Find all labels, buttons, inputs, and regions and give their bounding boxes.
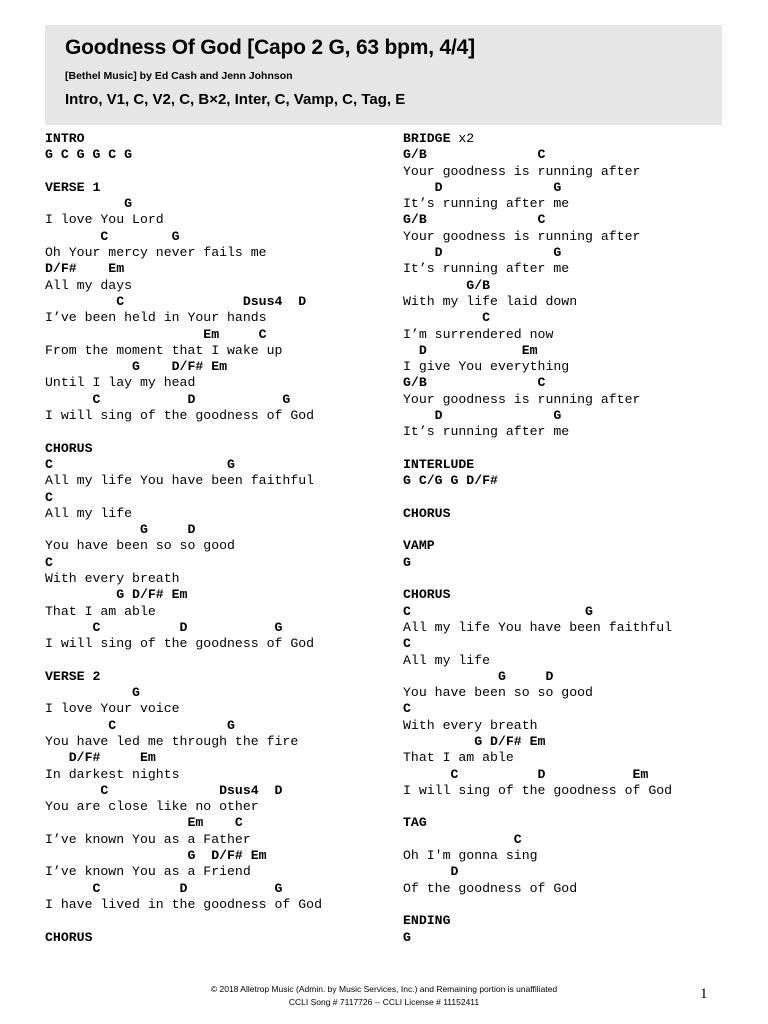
section-heading-text: CHORUS — [403, 587, 451, 603]
lyric-line-text: I love You Lord — [45, 212, 164, 228]
chord-line-text: G/B C — [403, 375, 546, 391]
lyric-line — [403, 881, 672, 897]
lyric-line-text: I will sing of the goodness of God — [45, 636, 315, 652]
chord-line — [403, 636, 672, 652]
lyric-line — [45, 734, 322, 750]
lyric-line-text: I’ve known You as a Friend — [45, 864, 251, 880]
chord-line-text: C — [403, 831, 522, 847]
chord-line-text: Em C — [45, 326, 267, 342]
lyric-line — [45, 506, 322, 522]
chord-line — [45, 294, 322, 310]
chord-line — [45, 848, 322, 864]
lyric-line — [403, 392, 672, 408]
lyric-line-text: Oh I'm gonna sing — [403, 848, 538, 864]
chord-line-text: C — [403, 701, 411, 717]
section-heading-text: INTRO — [45, 131, 85, 146]
copyright-line: © 2018 Alletrop Music (Admin. by Music Services, Inc.) and Remaining portion is unaffiliated — [210, 984, 558, 994]
chord-line — [403, 245, 672, 261]
lyric-line — [45, 375, 322, 391]
chord-line — [45, 522, 322, 538]
lyric-line — [45, 897, 322, 913]
chord-line — [45, 261, 322, 277]
lyric-line-text: That I am able — [403, 750, 514, 766]
lyric-line — [45, 473, 322, 489]
chord-line — [45, 457, 322, 473]
lyric-line-text: In darkest nights — [45, 766, 180, 782]
chord-line — [45, 555, 322, 571]
chord-line — [403, 408, 672, 424]
lyric-line — [45, 799, 322, 815]
lyric-line — [45, 571, 322, 587]
section-heading-text: CHORUS — [45, 440, 93, 456]
blank-line — [403, 799, 672, 815]
song-credits: [Bethel Music] by Ed Cash and Jenn Johnson — [65, 70, 293, 82]
blank-line — [45, 164, 322, 180]
lyric-line — [403, 294, 672, 310]
section-heading-text: INTERLUDE — [403, 456, 475, 472]
lyric-line — [403, 359, 672, 375]
chord-line — [403, 930, 672, 946]
section-heading — [403, 913, 672, 929]
lyric-line — [403, 164, 672, 180]
lyric-line — [403, 783, 672, 799]
chord-line-text: G — [45, 685, 140, 701]
section-heading-text: VAMP — [403, 538, 435, 554]
chord-line — [403, 473, 672, 489]
section-heading — [45, 180, 322, 196]
lyric-line-text: You have led me through the fire — [45, 733, 299, 749]
lyric-line-text: I have lived in the goodness of God — [45, 896, 322, 912]
lyric-line — [45, 245, 322, 261]
chord-line — [403, 212, 672, 228]
lyric-line-text: All my life — [45, 505, 133, 521]
lyric-line — [45, 343, 322, 359]
chord-line-text: G D/F# Em — [45, 359, 228, 375]
lyric-line-text: I love Your voice — [45, 701, 180, 717]
chord-line-text: C G — [403, 603, 593, 619]
lyric-line — [45, 604, 322, 620]
blank-line — [403, 490, 672, 506]
lyric-line-text: Your goodness is running after — [403, 228, 641, 244]
section-heading-text: BRIDGE — [403, 131, 451, 146]
chord-line — [403, 343, 672, 359]
chord-line — [403, 147, 672, 163]
song-header — [45, 25, 722, 125]
lyric-line-text: Of the goodness of God — [403, 880, 578, 896]
lyric-line — [403, 196, 672, 212]
lyric-line-text: With my life laid down — [403, 293, 578, 309]
blank-line — [403, 571, 672, 587]
chord-line — [403, 701, 672, 717]
chord-line-text: D/F# Em — [45, 261, 125, 277]
chord-line-text: C — [45, 489, 53, 505]
lyric-line-text: All my days — [45, 277, 133, 293]
section-heading — [45, 930, 322, 946]
lyric-line-text: All my life You have been faithful — [403, 619, 673, 635]
lyric-line — [45, 310, 322, 326]
ccli-line: CCLI Song # 7117726 -- CCLI License # 11152411 — [288, 997, 480, 1007]
chord-line-text: D Em — [403, 342, 538, 358]
chord-line-text: G/B C — [403, 212, 546, 228]
chord-line — [45, 750, 322, 766]
chord-line-text: C G — [45, 228, 180, 244]
lyric-line — [45, 767, 322, 783]
lyric-line — [403, 424, 672, 440]
chord-line-text: C D Em — [403, 766, 649, 782]
lyric-line — [403, 229, 672, 245]
chord-line — [45, 815, 322, 831]
lyric-line-text: I’ve known You as a Father — [45, 831, 251, 847]
lyric-line — [45, 701, 322, 717]
chord-line-text: G — [45, 196, 133, 212]
chord-line — [403, 555, 672, 571]
lyric-line — [403, 327, 672, 343]
chord-line — [403, 375, 672, 391]
section-heading — [45, 131, 322, 147]
chord-line-text: Em C — [45, 815, 243, 831]
section-heading — [403, 587, 672, 603]
lyric-line — [45, 538, 322, 554]
chord-line-text: G D — [403, 668, 554, 684]
chord-line-text: G/B C — [403, 147, 546, 163]
section-heading — [403, 457, 672, 473]
chord-line-text: C Dsus4 D — [45, 782, 283, 798]
lyric-line-text: You have been so so good — [403, 685, 593, 701]
chord-line — [45, 392, 322, 408]
blank-line — [45, 653, 322, 669]
chord-line-text: G/B — [403, 277, 491, 293]
lyric-line-text: All my life — [403, 652, 491, 668]
lyric-line-text: It’s running after me — [403, 424, 570, 440]
lyric-line-text: From the moment that I wake up — [45, 342, 283, 358]
lyric-line-text: I will sing of the goodness of God — [45, 408, 315, 424]
lyric-line-text: I give You everything — [403, 359, 570, 375]
chord-line-text: G D — [45, 522, 196, 538]
lyric-line — [403, 750, 672, 766]
lyric-line — [45, 864, 322, 880]
lyric-line-text: Until I lay my head — [45, 375, 196, 391]
lyric-line — [403, 685, 672, 701]
chord-line — [45, 147, 322, 163]
blank-line — [45, 913, 322, 929]
lyric-line — [45, 636, 322, 652]
copyright-footer — [0, 983, 768, 1009]
section-heading — [45, 441, 322, 457]
chord-line-text: C G — [45, 456, 235, 472]
chord-line — [45, 229, 322, 245]
chord-line — [45, 620, 322, 636]
lyric-line — [45, 408, 322, 424]
chord-line — [403, 180, 672, 196]
section-heading — [403, 538, 672, 554]
lyric-line — [45, 212, 322, 228]
section-heading-text: CHORUS — [403, 505, 451, 521]
chord-line-text: G D/F# Em — [45, 587, 188, 603]
chord-line-text: D G — [403, 408, 562, 424]
chord-line — [45, 881, 322, 897]
section-heading-text: VERSE 2 — [45, 668, 101, 684]
lyric-line — [403, 620, 672, 636]
lyric-line — [403, 261, 672, 277]
chord-line-text: C D G — [45, 619, 283, 635]
chord-line-text: D G — [403, 245, 562, 261]
chord-line-text: G D/F# Em — [45, 848, 267, 864]
lyric-line-text: Oh Your mercy never fails me — [45, 245, 267, 261]
lyric-line — [45, 832, 322, 848]
section-heading — [403, 815, 672, 831]
right-column — [403, 131, 672, 946]
lyric-line-text: With every breath — [403, 717, 538, 733]
lyric-line-text: I’m surrendered now — [403, 326, 554, 342]
song-structure: Intro, V1, C, V2, C, B×2, Inter, C, Vamp, C, Tag, E — [65, 91, 406, 108]
lyric-line-text: Your goodness is running after — [403, 391, 641, 407]
blank-line — [403, 522, 672, 538]
section-heading — [45, 669, 322, 685]
chord-line — [45, 783, 322, 799]
lyric-line-text: You have been so so good — [45, 538, 235, 554]
chord-line-text: G — [403, 554, 411, 570]
chord-line-text: C — [403, 636, 411, 652]
song-title: Goodness Of God [Capo 2 G, 63 bpm, 4/4] — [65, 36, 475, 59]
chord-line-text: C G — [45, 717, 235, 733]
section-heading — [403, 131, 672, 147]
section-heading-text: CHORUS — [45, 929, 93, 945]
chord-line — [403, 310, 672, 326]
chord-line-text: D — [403, 864, 459, 880]
chord-line — [403, 734, 672, 750]
page-number: 1 — [700, 986, 708, 1002]
chord-line — [403, 669, 672, 685]
lyric-line — [403, 653, 672, 669]
lyric-line-text: It’s running after me — [403, 261, 570, 277]
blank-line — [403, 441, 672, 457]
left-column — [45, 131, 322, 946]
chord-line — [45, 718, 322, 734]
lyric-line-text: All my life You have been faithful — [45, 473, 315, 489]
lyric-line-text: It’s running after me — [403, 196, 570, 212]
section-heading-text: TAG — [403, 815, 427, 831]
lyric-line-text: Your goodness is running after — [403, 163, 641, 179]
chord-line-text: D/F# Em — [45, 750, 156, 766]
chord-line-text: C — [403, 310, 491, 326]
chord-line-text: C Dsus4 D — [45, 293, 307, 309]
chord-line — [403, 278, 672, 294]
lyric-line-text: You are close like no other — [45, 799, 259, 815]
chord-line — [403, 864, 672, 880]
chord-line-text: C D G — [45, 880, 283, 896]
lyric-line-text: With every breath — [45, 571, 180, 587]
section-heading-text: ENDING — [403, 913, 451, 929]
chord-line — [45, 359, 322, 375]
chord-line — [45, 685, 322, 701]
lyric-line-text: I’ve been held in Your hands — [45, 310, 267, 326]
chord-line — [403, 604, 672, 620]
lyric-line — [45, 278, 322, 294]
chord-line — [403, 832, 672, 848]
lyric-line-text: That I am able — [45, 603, 156, 619]
blank-line — [45, 424, 322, 440]
chord-line-text: G C/G G D/F# — [403, 473, 498, 489]
chord-line-text: G — [403, 929, 411, 945]
chord-line — [45, 196, 322, 212]
lyric-line-text: I will sing of the goodness of God — [403, 782, 673, 798]
chord-line — [403, 767, 672, 783]
lyric-line — [403, 718, 672, 734]
chord-line-text: G D/F# Em — [403, 733, 546, 749]
lyric-line — [403, 848, 672, 864]
chord-line-text: C D G — [45, 391, 291, 407]
chord-line-text: D G — [403, 179, 562, 195]
section-heading — [403, 506, 672, 522]
chord-line — [45, 327, 322, 343]
chord-line — [45, 587, 322, 603]
chord-line-text: C — [45, 554, 53, 570]
blank-line — [403, 897, 672, 913]
repeat-count: x2 — [450, 131, 475, 146]
chord-line-text: G C G G C G — [45, 147, 133, 163]
section-heading-text: VERSE 1 — [45, 179, 101, 195]
chord-line — [45, 490, 322, 506]
